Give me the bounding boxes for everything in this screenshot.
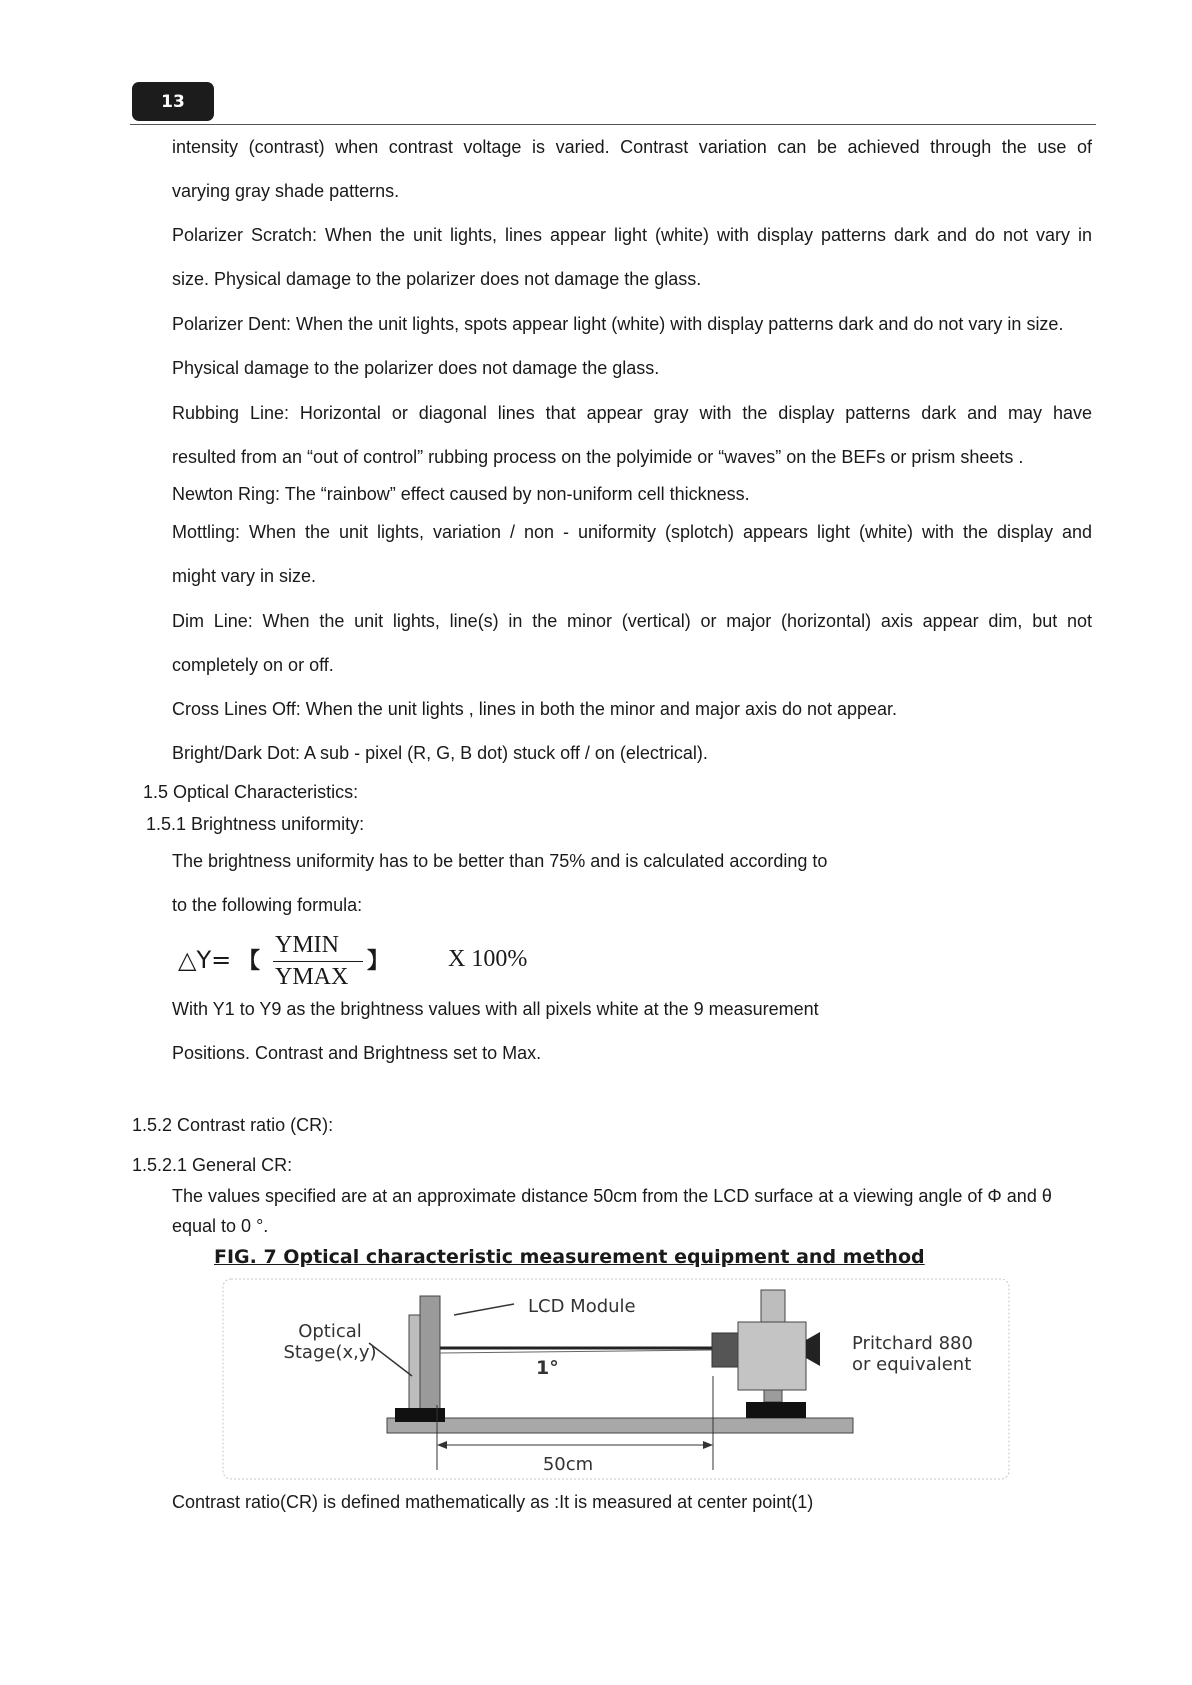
label-pritchard: Pritchard 880 xyxy=(852,1333,973,1354)
header-rule xyxy=(130,124,1096,125)
paragraph-contrast-line2: varying gray shade patterns. xyxy=(172,181,400,201)
paragraph-polarizer-dent-line2: Physical damage to the polarizer does not damage the glass. xyxy=(172,358,660,378)
contrast-ratio-definition: Contrast ratio(CR) is defined mathematically as :It is measured at center point(1) xyxy=(172,1492,814,1512)
brightness-uniformity-formula xyxy=(178,928,558,990)
general-cr-text-line2: equal to 0 °. xyxy=(172,1216,269,1236)
label-angle: 1° xyxy=(536,1357,559,1379)
label-distance: 50cm xyxy=(542,1454,594,1475)
paragraph-rubbing-line-line1: Rubbing Line: Horizontal or diagonal lines that appear gray with the display patterns dark and may have xyxy=(172,403,1092,423)
formula-fraction-bar xyxy=(273,961,363,962)
label-stage: Stage(x,y) xyxy=(283,1342,377,1363)
heading-optical-characteristics: 1.5 Optical Characteristics: xyxy=(143,782,359,802)
formula-factor: X 100% xyxy=(448,946,528,972)
measurement-equipment-figure xyxy=(222,1278,1010,1480)
heading-contrast-ratio: 1.5.2 Contrast ratio (CR): xyxy=(132,1115,334,1135)
formula-close-bracket: 】 xyxy=(367,949,390,974)
label-equivalent: or equivalent xyxy=(852,1354,972,1375)
label-lcd-module: LCD Module xyxy=(528,1296,636,1317)
paragraph-bright-dark-dot: Bright/Dark Dot: A sub - pixel (R, G, B dot) stuck off / on (electrical). xyxy=(172,743,708,763)
camera-body xyxy=(738,1322,806,1390)
paragraph-cross-lines-off: Cross Lines Off: When the unit lights , lines in both the minor and major axis do not appear. xyxy=(172,699,898,719)
paragraph-mottling-line1: Mottling: When the unit lights, variation / non - uniformity (splotch) appears light (white) with the display and xyxy=(172,522,1092,542)
optical-stage-post xyxy=(420,1296,440,1418)
brightness-text-line4: Positions. Contrast and Brightness set to Max. xyxy=(172,1043,542,1063)
brightness-text-line2: to the following formula: xyxy=(172,895,363,915)
paragraph-dim-line-line2: completely on or off. xyxy=(172,655,334,675)
brightness-text-line1: The brightness uniformity has to be better than 75% and is calculated according to xyxy=(172,851,828,871)
paragraph-newton-ring: Newton Ring: The “rainbow” effect caused by non-uniform cell thickness. xyxy=(172,484,750,504)
figure-caption: FIG. 7 Optical characteristic measurement equipment and method xyxy=(214,1246,925,1268)
heading-general-cr: 1.5.2.1 General CR: xyxy=(132,1155,293,1175)
paragraph-polarizer-scratch-line1: Polarizer Scratch: When the unit lights, lines appear light (white) with display patterns dark and do not vary in xyxy=(172,225,1092,245)
formula-open-bracket: 【 xyxy=(238,949,261,974)
paragraph-polarizer-dent-line1: Polarizer Dent: When the unit lights, spots appear light (white) with display patterns dark and do not vary in size. xyxy=(172,314,1064,334)
paragraph-contrast-line1: intensity (contrast) when contrast voltage is varied. Contrast variation can be achieved through the use of xyxy=(172,137,1092,157)
page-number-badge: 13 xyxy=(132,82,214,121)
formula-lhs: △Y= xyxy=(178,946,232,974)
lcd-module-panel xyxy=(409,1315,420,1418)
brightness-text-line3: With Y1 to Y9 as the brightness values with all pixels white at the 9 measurement xyxy=(172,999,819,1019)
label-optical: Optical xyxy=(298,1321,362,1342)
formula-denominator: YMAX xyxy=(275,964,349,990)
camera-top xyxy=(761,1290,785,1322)
camera-foot xyxy=(746,1402,806,1418)
paragraph-dim-line-line1: Dim Line: When the unit lights, line(s) in the minor (vertical) or major (horizontal) axis appear dim, but not xyxy=(172,611,1092,631)
paragraph-mottling-line2: might vary in size. xyxy=(172,566,317,586)
general-cr-text-line1: The values specified are at an approximate distance 50cm from the LCD surface at a viewing angle of Φ and θ xyxy=(172,1186,1052,1206)
heading-brightness-uniformity: 1.5.1 Brightness uniformity: xyxy=(146,814,365,834)
paragraph-rubbing-line-line2: resulted from an “out of control” rubbing process on the polyimide or “waves” on the BEFs or prism sheets . xyxy=(172,447,1024,467)
paragraph-polarizer-scratch-line2: size. Physical damage to the polarizer does not damage the glass. xyxy=(172,269,702,289)
lens xyxy=(712,1333,738,1367)
camera-stand xyxy=(764,1390,782,1402)
formula-numerator: YMIN xyxy=(275,932,339,958)
base-plate xyxy=(387,1418,853,1433)
